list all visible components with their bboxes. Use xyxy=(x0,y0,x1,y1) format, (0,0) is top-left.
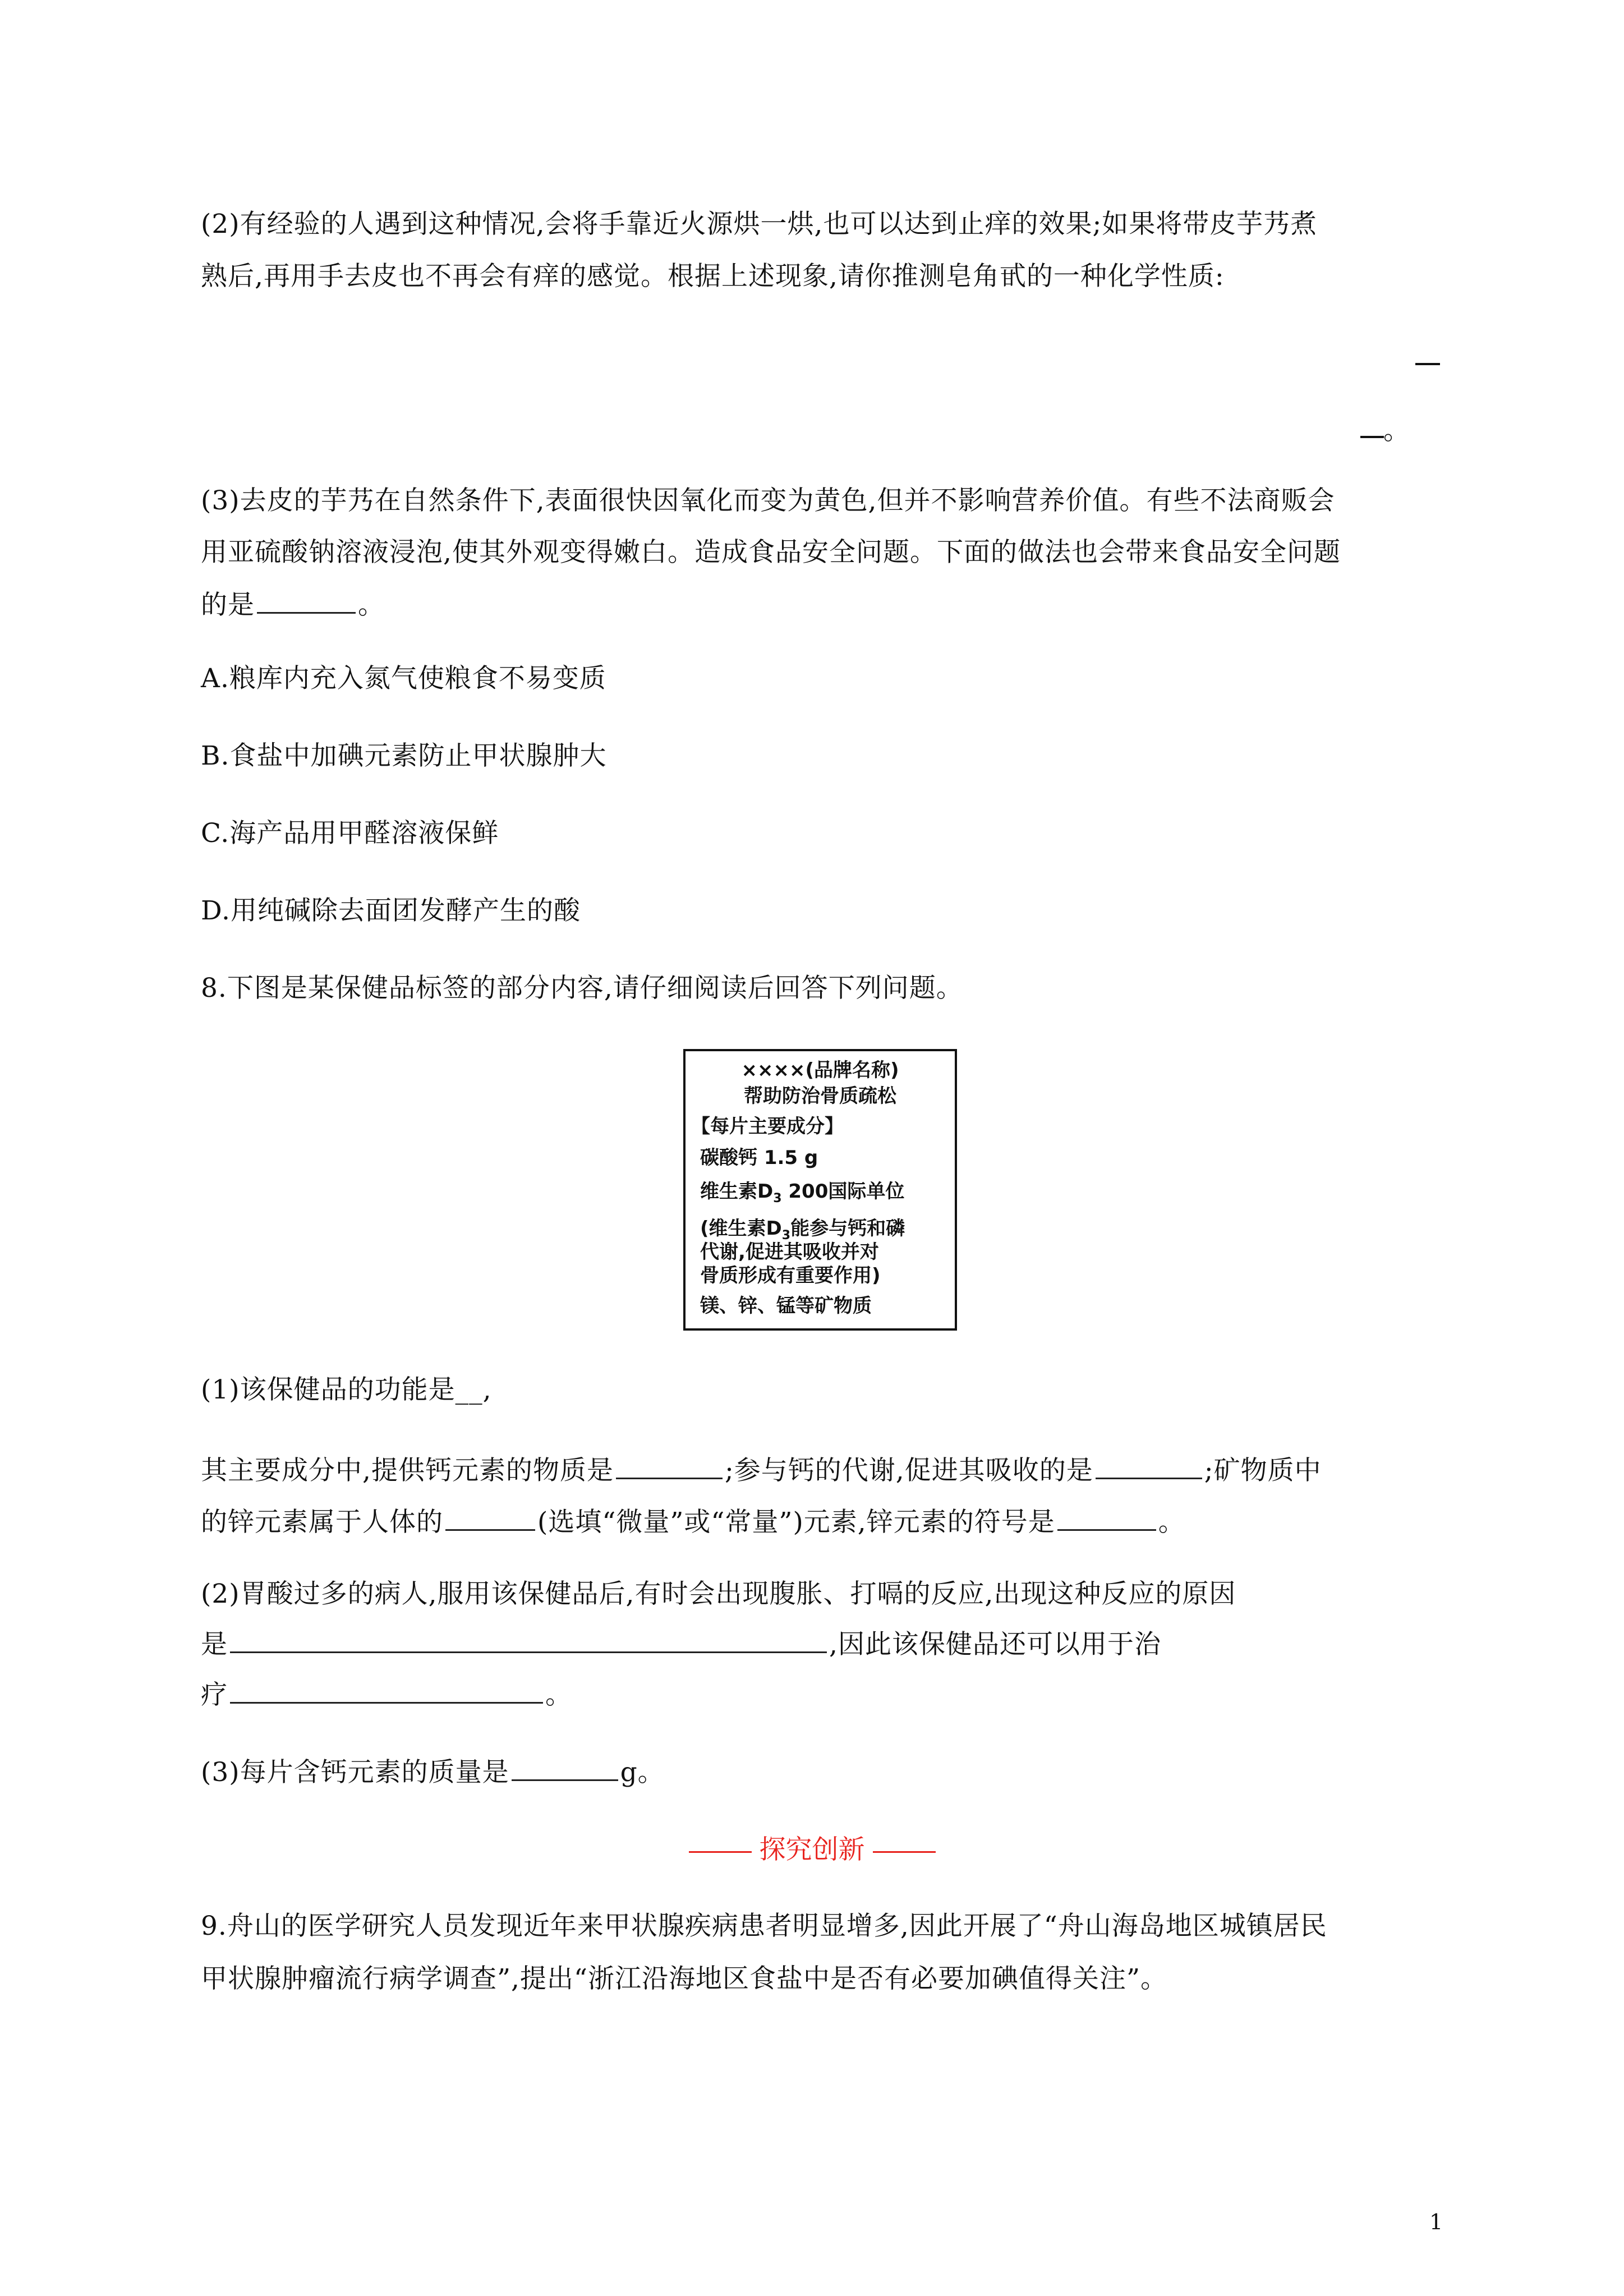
label-heading: 【每片主要成分】 xyxy=(691,1115,844,1138)
q9-line2: 甲状腺肿瘤流行病学调查”,提出“浙江沿海地区食盐中是否有必要加碘值得关注”。 xyxy=(201,1963,1168,1994)
q8-stem: 8.下图是某保健品标签的部分内容,请仔细阅读后回答下列问题。 xyxy=(201,973,963,1004)
answer-blank xyxy=(512,1755,618,1781)
title-rule-left xyxy=(689,1851,752,1853)
q8-part1-text-f: 。 xyxy=(1158,1507,1185,1538)
q8-part1-text-a: 其主要成分中,提供钙元素的物质是 xyxy=(201,1455,614,1486)
note-text-a: (维生素D xyxy=(700,1217,782,1240)
answer-blank xyxy=(257,587,356,614)
q7-part2-end: 。 xyxy=(1383,415,1410,446)
q8-part2-line1: (2)胃酸过多的病人,服用该保健品后,有时会出现腹胀、打嗝的反应,出现这种反应的原因 xyxy=(201,1579,1236,1609)
option-d: D.用纯碱除去面团发酵产生的酸 xyxy=(201,895,581,926)
q8-part3-text-a: (3)每片含钙元素的质量是 xyxy=(201,1757,509,1788)
note-subscript: 3 xyxy=(781,1228,791,1243)
section-title xyxy=(0,1833,1624,1867)
section-title-text: 探究创新 xyxy=(759,1834,865,1865)
option-b: B.食盐中加碘元素防止甲状腺肿大 xyxy=(201,740,607,771)
q7-part3-prefix: 的是 xyxy=(201,590,255,620)
page-number: 1 xyxy=(1429,2210,1443,2234)
vitamin-d-subscript: 3 xyxy=(773,1191,782,1205)
q8-part2-text-d: 。 xyxy=(545,1680,572,1710)
q8-part1-text-d: 的锌元素属于人体的 xyxy=(201,1507,443,1538)
q8-part1-line2 xyxy=(201,1453,1322,1488)
q8-part1-text-e: (选填“微量”或“常量”)元素,锌元素的符号是 xyxy=(537,1507,1055,1538)
title-rule-right xyxy=(873,1851,936,1853)
option-c: C.海产品用甲醛溶液保鲜 xyxy=(201,818,499,849)
answer-blank-dash xyxy=(1415,363,1440,365)
q8-part3 xyxy=(201,1755,665,1789)
q8-part1-line3 xyxy=(201,1504,1185,1539)
q8-part1-line1: (1)该保健品的功能是__, xyxy=(201,1374,492,1405)
vitamin-d-text: 维生素D xyxy=(700,1180,774,1203)
q7-part3-line3 xyxy=(201,587,385,622)
q8-part2-text-a: 是 xyxy=(201,1629,228,1660)
label-note-line3: 骨质形成有重要作用) xyxy=(700,1264,881,1287)
q7-part3-line1: (3)去皮的芋艿在自然条件下,表面很快因氧化而变为黄色,但并不影响营养价值。有些不法商贩会 xyxy=(201,485,1335,516)
label-ingredient-vitamin-d xyxy=(700,1179,904,1211)
q7-part2-line1: (2)有经验的人遇到这种情况,会将手靠近火源烘一烘,也可以达到止痒的效果;如果将带皮芋艿煮 xyxy=(201,209,1318,240)
q8-part2-text-c: 疗 xyxy=(201,1680,228,1710)
q7-part3-suffix: 。 xyxy=(358,590,385,620)
label-ingredient-calcium: 碳酸钙 1.5 g xyxy=(700,1147,818,1169)
answer-blank-dash xyxy=(1360,436,1384,438)
label-note-line2: 代谢,促进其吸收并对 xyxy=(700,1241,879,1263)
q8-part2-text-b: ,因此该保健品还可以用于治 xyxy=(829,1629,1161,1660)
label-purpose: 帮助防治骨质疏松 xyxy=(744,1085,896,1107)
answer-blank xyxy=(1096,1453,1202,1479)
option-a: A.粮库内充入氮气使粮食不易变质 xyxy=(201,663,606,694)
answer-blank xyxy=(230,1677,543,1704)
q8-part2-line3 xyxy=(201,1677,572,1712)
label-minerals: 镁、锌、锰等矿物质 xyxy=(700,1295,872,1317)
q8-part3-text-b: g。 xyxy=(620,1757,665,1788)
q7-part3-line2: 用亚硫酸钠溶液浸泡,使其外观变得嫩白。造成食品安全问题。下面的做法也会带来食品安全问题 xyxy=(201,537,1341,568)
q7-part2-line2: 熟后,再用手去皮也不再会有痒的感觉。根据上述现象,请你推测皂角甙的一种化学性质: xyxy=(201,261,1225,292)
q8-part1-text-c: ;矿物质中 xyxy=(1204,1455,1322,1486)
q8-part2-line2 xyxy=(201,1627,1161,1662)
q8-part1-text-b: ;参与钙的代谢,促进其吸收的是 xyxy=(724,1455,1093,1486)
note-text-b: 能参与钙和磷 xyxy=(790,1217,905,1240)
answer-blank xyxy=(616,1453,723,1479)
answer-blank xyxy=(1057,1504,1156,1531)
label-brand: ××××(品牌名称) xyxy=(741,1059,899,1082)
answer-blank xyxy=(230,1627,827,1653)
q9-line1: 9.舟山的医学研究人员发现近年来甲状腺疾病患者明显增多,因此开展了“舟山海岛地区城镇居民 xyxy=(201,1911,1327,1941)
answer-blank xyxy=(445,1504,535,1531)
vitamin-d-amount: 200国际单位 xyxy=(781,1180,905,1203)
supplement-label xyxy=(683,1049,957,1331)
